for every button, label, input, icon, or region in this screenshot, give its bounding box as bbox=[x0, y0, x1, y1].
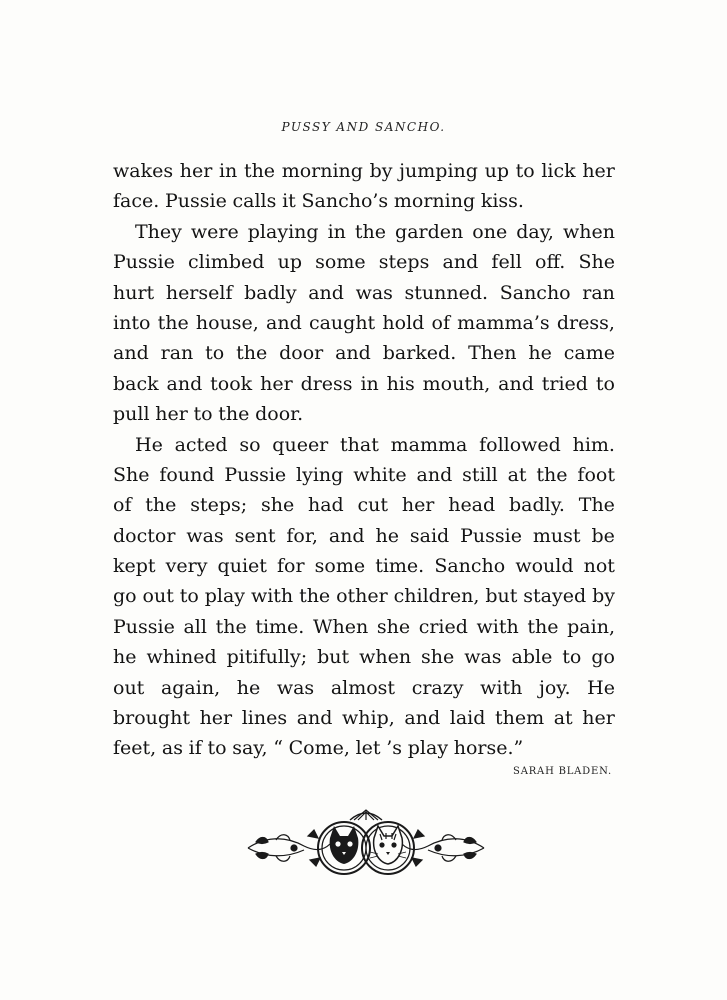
word: and bbox=[328, 524, 365, 547]
word: but bbox=[317, 646, 350, 669]
text-line bbox=[113, 217, 615, 247]
word: he bbox=[375, 524, 399, 547]
word: very bbox=[165, 555, 208, 578]
word: face. bbox=[113, 190, 160, 213]
word: climbed bbox=[188, 251, 265, 274]
word: cut bbox=[357, 494, 389, 517]
word: she bbox=[260, 494, 295, 517]
word: quiet bbox=[217, 555, 267, 578]
word: she bbox=[376, 615, 411, 638]
word: not bbox=[583, 555, 615, 578]
word: Sancho bbox=[499, 281, 571, 304]
word: dress bbox=[300, 372, 353, 395]
word: he bbox=[236, 676, 261, 699]
word: morning bbox=[281, 160, 363, 182]
text-line bbox=[113, 642, 615, 672]
text-line bbox=[113, 338, 615, 368]
word: lying bbox=[296, 463, 344, 486]
text-line bbox=[113, 460, 615, 490]
body-text bbox=[113, 156, 615, 764]
word: and bbox=[113, 342, 149, 365]
text-line bbox=[113, 733, 615, 763]
word: Then bbox=[468, 342, 517, 365]
word: house, bbox=[195, 311, 259, 334]
word: The bbox=[578, 494, 615, 517]
word: “ bbox=[273, 737, 283, 760]
word: at bbox=[507, 463, 527, 486]
word: badly. bbox=[508, 494, 565, 517]
word: her bbox=[155, 403, 188, 426]
word: for bbox=[277, 555, 305, 578]
word: white bbox=[353, 463, 407, 486]
word: barked. bbox=[382, 342, 457, 365]
word: When bbox=[312, 615, 369, 638]
word: but bbox=[485, 585, 518, 608]
word: He bbox=[587, 676, 615, 699]
word: was bbox=[355, 281, 393, 304]
word: foot bbox=[577, 463, 615, 486]
word: so bbox=[239, 433, 261, 456]
word: to bbox=[179, 585, 199, 608]
word: stunned. bbox=[404, 281, 489, 304]
text-line bbox=[113, 430, 615, 460]
word: herself bbox=[165, 281, 233, 304]
word: must bbox=[532, 524, 581, 547]
word: door bbox=[279, 342, 324, 365]
word: Pussie bbox=[113, 615, 175, 638]
word: up bbox=[484, 160, 509, 182]
text-line bbox=[113, 551, 615, 581]
word: his bbox=[386, 372, 415, 395]
word: it bbox=[282, 190, 296, 213]
word: when bbox=[562, 220, 615, 243]
word: if bbox=[188, 737, 202, 760]
word: pain, bbox=[567, 615, 615, 638]
text-line bbox=[113, 369, 615, 399]
word: calls bbox=[232, 190, 277, 213]
word: to bbox=[205, 342, 225, 365]
word: caught bbox=[308, 311, 376, 334]
word: Pussie bbox=[164, 190, 227, 213]
word: ’s bbox=[386, 737, 403, 760]
word: the bbox=[243, 160, 276, 182]
word: crazy bbox=[411, 676, 464, 699]
word: and bbox=[308, 281, 344, 304]
word: almost bbox=[330, 676, 396, 699]
word: fell bbox=[491, 251, 522, 274]
word: Pussie bbox=[113, 251, 175, 274]
word: sent bbox=[234, 524, 276, 547]
running-head: PUSSY AND SANCHO. bbox=[281, 120, 446, 134]
word: the bbox=[215, 615, 247, 638]
word: with bbox=[480, 676, 523, 699]
word: mamma’s bbox=[457, 311, 550, 334]
word: say, bbox=[232, 737, 268, 760]
word: They bbox=[135, 220, 182, 243]
word: with bbox=[250, 585, 294, 608]
word: children, bbox=[393, 585, 480, 608]
word: whined bbox=[146, 646, 217, 669]
word: her bbox=[582, 707, 615, 730]
word: into bbox=[113, 311, 151, 334]
text-line bbox=[113, 612, 615, 642]
word: with bbox=[476, 615, 519, 638]
word: up bbox=[277, 251, 302, 274]
word: morning bbox=[393, 190, 476, 213]
word: as bbox=[161, 737, 183, 760]
word: one bbox=[472, 220, 508, 243]
word: cried bbox=[418, 615, 468, 638]
word: Pussie bbox=[460, 524, 522, 547]
word: found bbox=[159, 463, 215, 486]
word: and bbox=[498, 372, 534, 395]
word: She bbox=[113, 463, 150, 486]
word: play bbox=[204, 585, 246, 608]
word: stayed bbox=[523, 585, 587, 608]
word: steps; bbox=[190, 494, 248, 517]
word: and bbox=[166, 372, 203, 395]
word: her bbox=[582, 160, 615, 182]
word: out bbox=[142, 585, 174, 608]
text-line bbox=[113, 278, 615, 308]
word: playing bbox=[247, 220, 319, 243]
word: wakes bbox=[113, 160, 174, 182]
word: jumping bbox=[399, 160, 478, 182]
word: queer bbox=[272, 433, 329, 456]
word: at bbox=[553, 707, 573, 730]
word: again, bbox=[160, 676, 221, 699]
word: the bbox=[157, 311, 189, 334]
word: horse.” bbox=[453, 737, 524, 760]
author-signature: SARAH BLADEN. bbox=[513, 766, 612, 777]
word: the bbox=[145, 494, 177, 517]
word: took bbox=[210, 372, 253, 395]
word: her bbox=[401, 494, 435, 517]
word: and bbox=[404, 707, 441, 730]
word: some bbox=[314, 555, 366, 578]
word: dress, bbox=[556, 311, 615, 334]
word: was bbox=[464, 646, 502, 669]
word: would bbox=[515, 555, 574, 578]
word: when bbox=[359, 646, 412, 669]
text-line bbox=[113, 521, 615, 551]
word: the bbox=[218, 403, 250, 426]
word: go bbox=[591, 646, 615, 669]
word: doctor bbox=[113, 524, 176, 547]
word: garden bbox=[395, 220, 464, 243]
word: she bbox=[421, 646, 455, 669]
text-line bbox=[113, 703, 615, 733]
word: pitifully; bbox=[226, 646, 308, 669]
word: to bbox=[207, 737, 227, 760]
word: and bbox=[266, 311, 302, 334]
word: to bbox=[515, 160, 535, 182]
word: day, bbox=[516, 220, 554, 243]
word: Sancho bbox=[434, 555, 506, 578]
word: be bbox=[591, 524, 615, 547]
word: go bbox=[113, 585, 137, 608]
word: ran bbox=[582, 281, 615, 304]
word: acted bbox=[174, 433, 228, 456]
word: the bbox=[299, 585, 331, 608]
word: hurt bbox=[113, 281, 155, 304]
word: Sancho’s bbox=[301, 190, 389, 213]
word: lines bbox=[241, 707, 288, 730]
word: came bbox=[563, 342, 615, 365]
word: to bbox=[193, 403, 213, 426]
word: steps bbox=[378, 251, 430, 274]
word: in bbox=[360, 372, 379, 395]
word: pull bbox=[113, 403, 150, 426]
word: able bbox=[511, 646, 553, 669]
word: had bbox=[307, 494, 344, 517]
text-line bbox=[113, 673, 615, 703]
word: tried bbox=[541, 372, 588, 395]
word: him. bbox=[572, 433, 615, 456]
word: ran bbox=[160, 342, 194, 365]
text-line bbox=[113, 490, 615, 520]
word: out bbox=[113, 676, 145, 699]
word: for, bbox=[286, 524, 318, 547]
word: and bbox=[442, 251, 479, 274]
word: followed bbox=[479, 433, 561, 456]
word: that bbox=[340, 433, 379, 456]
word: still bbox=[462, 463, 498, 486]
word: the bbox=[536, 463, 568, 486]
word: and bbox=[296, 707, 333, 730]
word: by bbox=[592, 585, 615, 608]
word: to bbox=[562, 646, 582, 669]
word: She bbox=[578, 251, 615, 274]
word: back bbox=[113, 372, 159, 395]
word: and bbox=[416, 463, 453, 486]
word: the bbox=[236, 342, 268, 365]
word: in bbox=[327, 220, 346, 243]
word: he bbox=[113, 646, 137, 669]
word: brought bbox=[113, 707, 190, 730]
word: her bbox=[179, 160, 213, 182]
word: badly bbox=[244, 281, 297, 304]
word: whip, bbox=[342, 707, 395, 730]
word: were bbox=[190, 220, 239, 243]
word: them bbox=[495, 707, 545, 730]
word: her bbox=[199, 707, 233, 730]
word: let bbox=[355, 737, 381, 760]
word: all bbox=[183, 615, 207, 638]
word: was bbox=[186, 524, 224, 547]
text-line bbox=[113, 581, 615, 611]
word: time. bbox=[375, 555, 425, 578]
word: kept bbox=[113, 555, 156, 578]
word: some bbox=[315, 251, 366, 274]
word: the bbox=[527, 615, 559, 638]
word: to bbox=[595, 372, 615, 395]
word: mamma bbox=[390, 433, 468, 456]
word: by bbox=[369, 160, 393, 182]
word: the bbox=[354, 220, 387, 243]
word: other bbox=[336, 585, 388, 608]
word: Come, bbox=[288, 737, 350, 760]
two-cats-vignette-icon bbox=[246, 806, 486, 886]
word: he bbox=[528, 342, 552, 365]
word: He bbox=[135, 433, 163, 456]
word: mouth, bbox=[422, 372, 491, 395]
text-line bbox=[113, 247, 615, 277]
word: was bbox=[276, 676, 315, 699]
word: off. bbox=[535, 251, 566, 274]
word: said bbox=[409, 524, 450, 547]
word: of bbox=[431, 311, 450, 334]
word: her bbox=[260, 372, 293, 395]
word: door. bbox=[255, 403, 304, 426]
word: feet, bbox=[113, 737, 157, 760]
word: lick bbox=[541, 160, 576, 182]
word: time. bbox=[255, 615, 305, 638]
word: of bbox=[113, 494, 132, 517]
word: play bbox=[407, 737, 449, 760]
text-line bbox=[113, 399, 615, 429]
word: in bbox=[218, 160, 238, 182]
text-line bbox=[113, 308, 615, 338]
word: kiss. bbox=[480, 190, 524, 213]
word: hold bbox=[382, 311, 425, 334]
word: head bbox=[448, 494, 496, 517]
text-line bbox=[113, 186, 615, 216]
word: laid bbox=[449, 707, 486, 730]
word: and bbox=[335, 342, 371, 365]
word: Pussie bbox=[224, 463, 287, 486]
word: joy. bbox=[538, 676, 571, 699]
text-line bbox=[113, 156, 615, 186]
